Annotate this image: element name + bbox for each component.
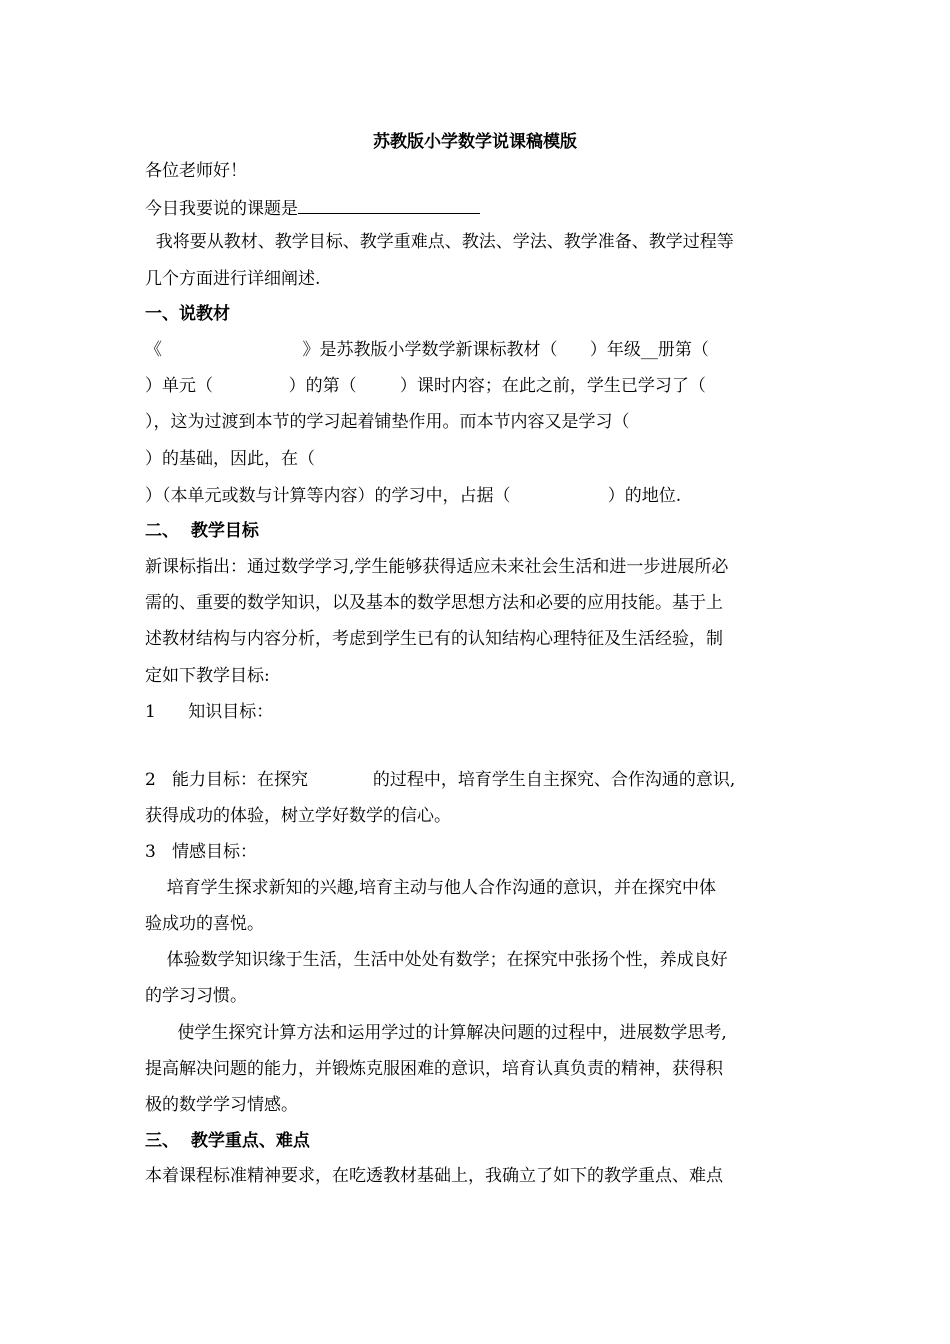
goal-3-c-line-2: 提高解决问题的能力，并锻炼克服困难的意识，培育认真负责的精神，获得积	[145, 1059, 723, 1079]
section-2-line-2: 需的、重要的数学知识，以及基本的数学思想方法和必要的应用技能。基于上	[145, 593, 723, 613]
goal-3-c-line-3: 极的数学学习情感。	[145, 1095, 298, 1115]
section-1-line-2: ）单元（ ）的第（ ）课时内容；在此之前，学生已学习了（	[145, 376, 706, 396]
goal-3-heading: 3 情感目标：	[145, 842, 258, 862]
topic-blank	[298, 196, 480, 214]
section-3-line-1: 本着课程标准精神要求，在吃透教材基础上，我确立了如下的教学重点、难点	[145, 1166, 723, 1186]
goal-3-c-line-1: 使学生探究计算方法和运用学过的计算解决问题的过程中，进展数学思考,	[145, 1023, 727, 1043]
section-2-line-4: 定如下教学目标:	[145, 666, 270, 686]
intro-line-2: 几个方面进行详细阐述.	[145, 269, 321, 289]
goal-2-line-1: 2 能力目标：在探究 的过程中，培育学生自主探究、合作沟通的意识,	[145, 770, 736, 790]
goal-2-line-2: 获得成功的体验，树立学好数学的信心。	[145, 806, 451, 826]
goal-3-b-line-2: 的学习习惯。	[145, 986, 247, 1006]
goal-3-b-line-1: 体验数学知识缘于生活，生活中处处有数学；在探究中张扬个性，养成良好	[145, 950, 728, 970]
goal-1-knowledge: 1 知识目标：	[145, 702, 274, 722]
section-1-line-3: ），这为过渡到本节的学习起着铺垫作用。而本节内容又是学习（	[145, 412, 630, 432]
section-1-heading: 一、说教材	[145, 304, 230, 324]
section-2-heading: 二、 教学目标	[145, 521, 259, 541]
section-1-line-4: ）的基础，因此，在（	[145, 449, 315, 469]
goal-3-a-line-2: 验成功的喜悦。	[145, 914, 264, 934]
section-1-line-5: ）（本单元或数与计算等内容）的学习中，占据（ ）的地位.	[145, 486, 682, 506]
intro-line-1: 我将要从教材、教学目标、教学重难点、教法、学法、教学准备、教学过程等	[145, 232, 734, 252]
section-2-line-3: 述教材结构与内容分析，考虑到学生已有的认知结构心理特征及生活经验，制	[145, 629, 723, 649]
section-2-line-1: 新课标指出：通过数学学习,学生能够获得适应未来社会生活和进一步进展所必	[145, 557, 729, 577]
topic-line	[145, 196, 480, 220]
section-3-heading: 三、 教学重点、难点	[145, 1131, 310, 1151]
goal-3-a-line-1: 培育学生探求新知的兴趣,培育主动与他人合作沟通的意识，并在探究中体	[145, 878, 717, 898]
section-1-line-1: 《 》是苏教版小学数学新课标教材（ ）年级__册第（	[145, 340, 709, 360]
greeting: 各位老师好！	[145, 161, 247, 181]
document-title: 苏教版小学数学说课稿模版	[373, 132, 577, 152]
topic-prefix: 今日我要说的课题是	[145, 199, 298, 219]
